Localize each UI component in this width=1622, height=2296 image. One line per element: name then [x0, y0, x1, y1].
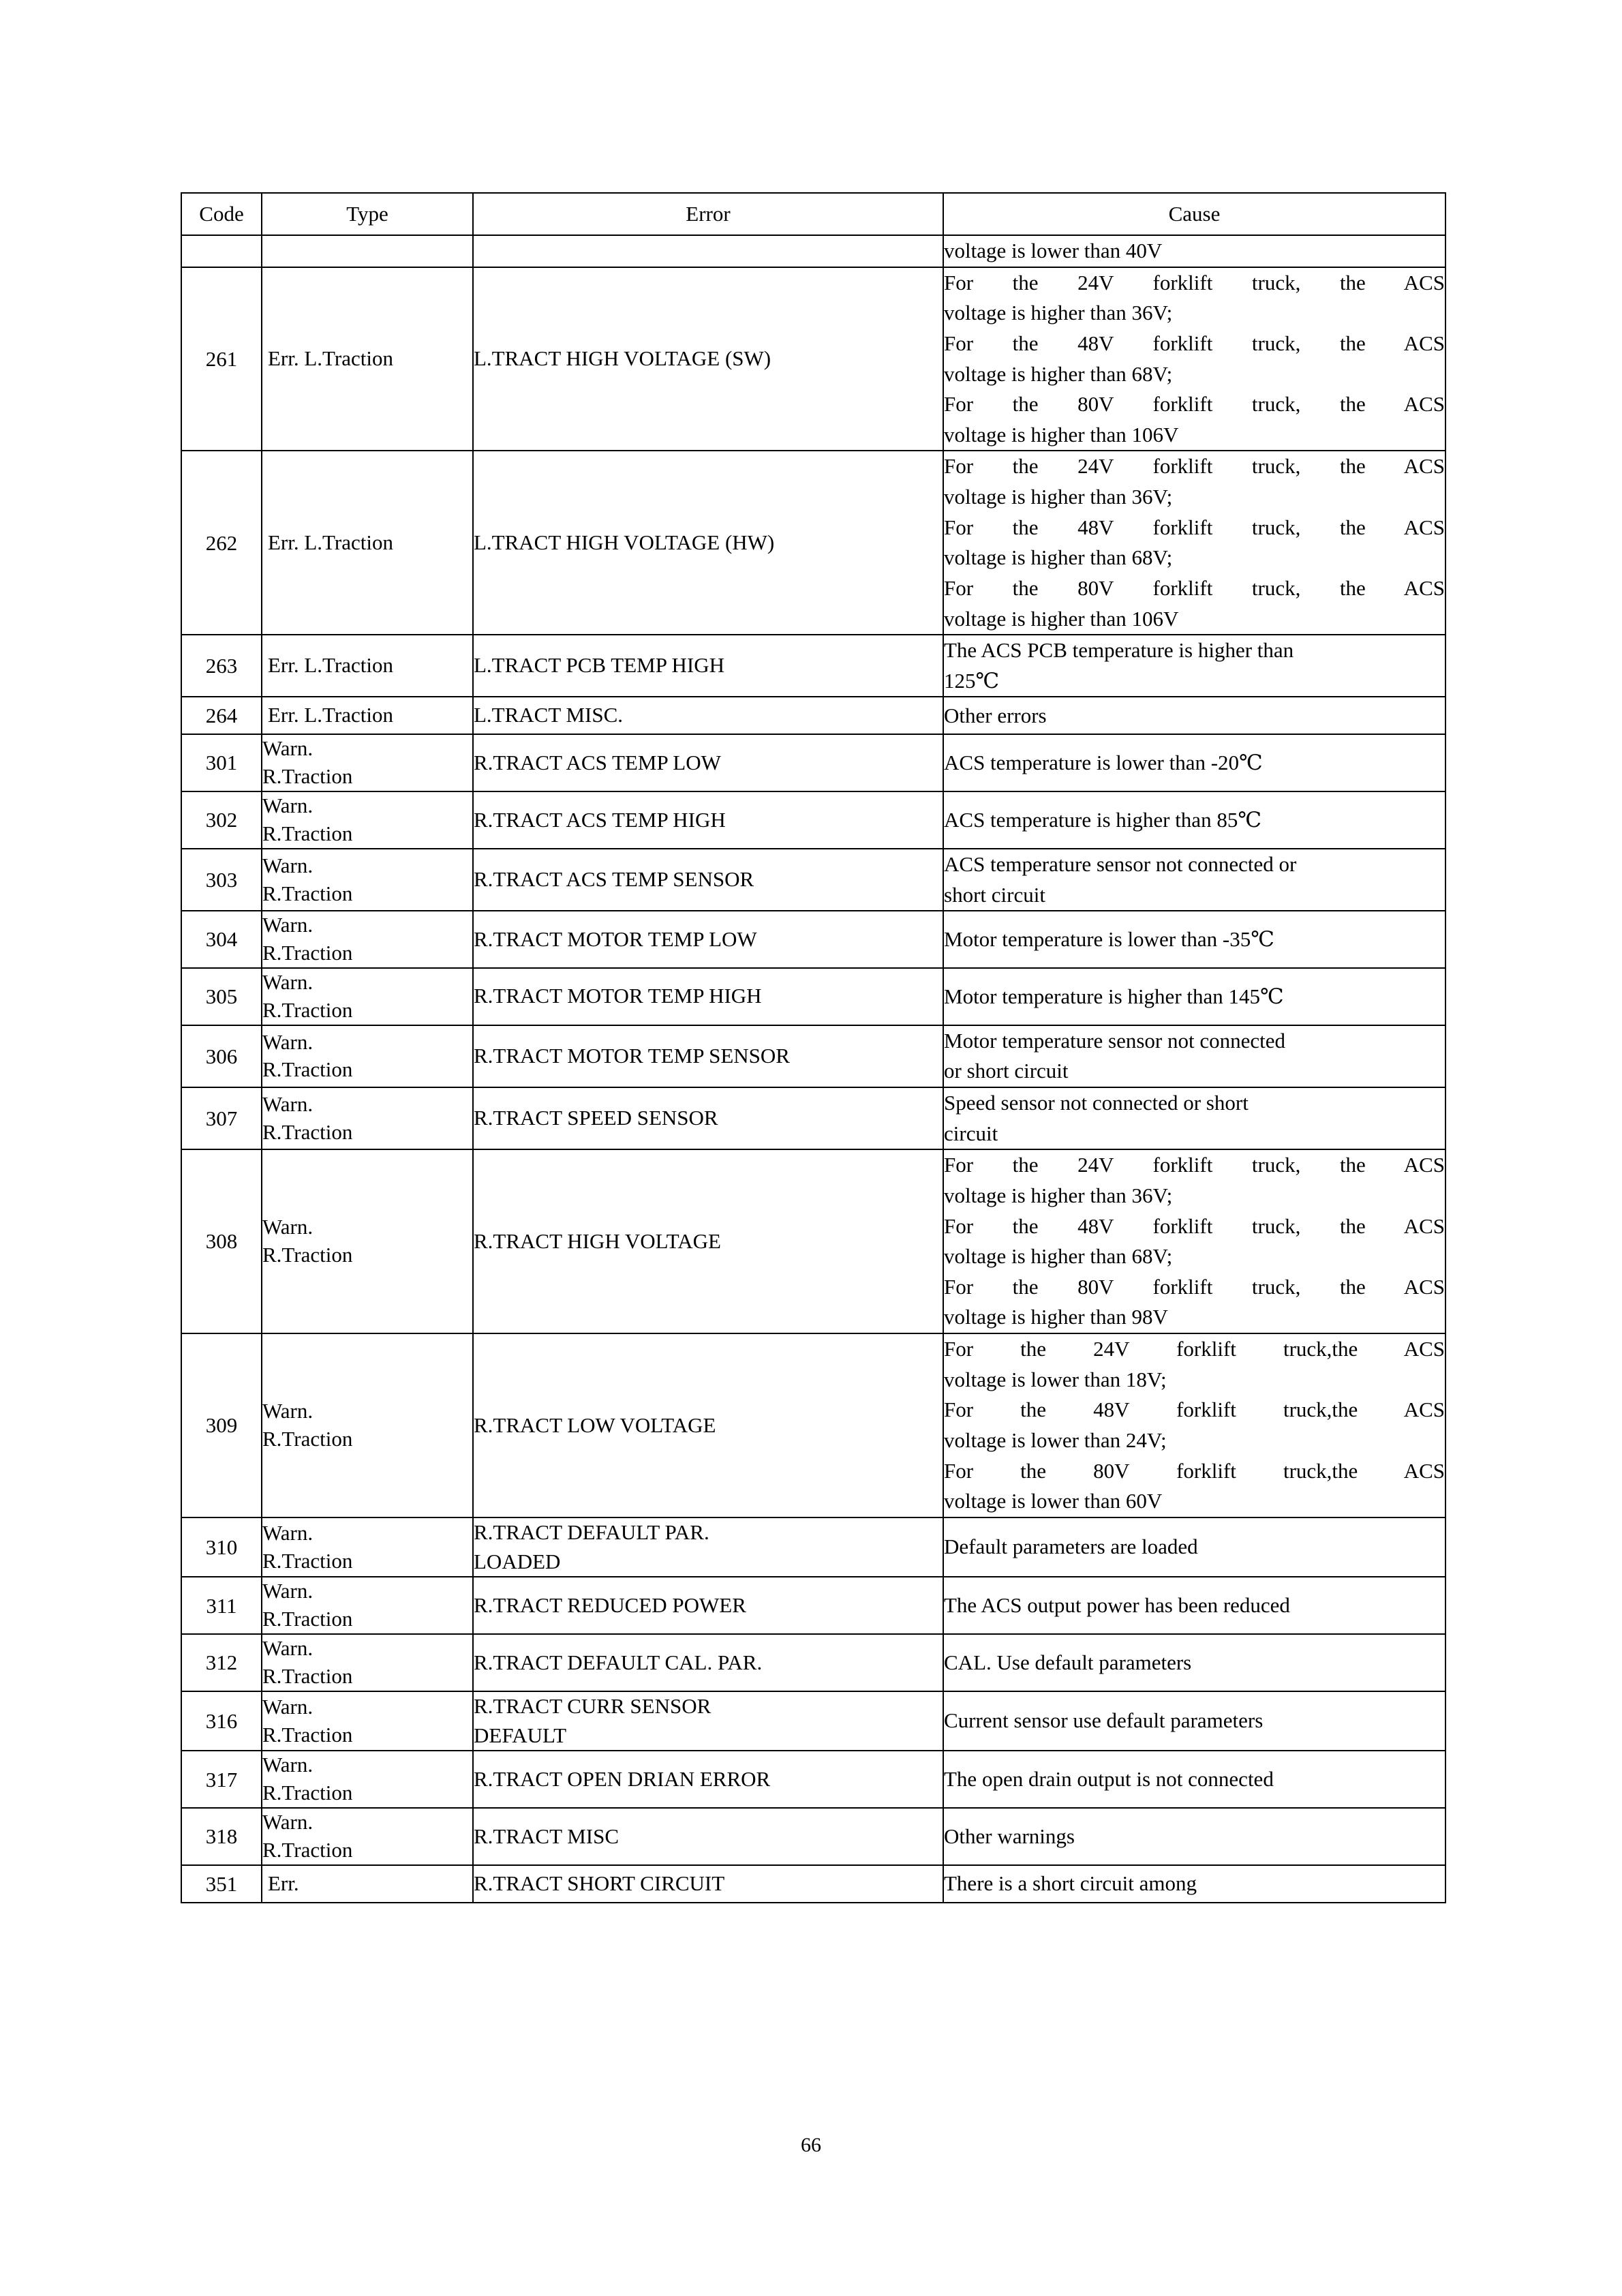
cell-type-line: R.Traction	[262, 1426, 353, 1451]
cell-type-line: Warn.	[262, 1091, 313, 1116]
cell-type-line: Warn.	[262, 969, 313, 994]
cell-code: 311	[181, 1577, 262, 1634]
cell-cause	[943, 235, 1445, 267]
cell-cause-line: The open drain output is not connected	[944, 1767, 1274, 1792]
cell-code: 304	[181, 911, 262, 968]
cell-error-line: R.TRACT MOTOR TEMP SENSOR	[474, 1044, 790, 1068]
cell-cause-line: For the 80V forklift truck, the ACS	[944, 1274, 1445, 1299]
cell-type	[262, 734, 473, 791]
cell-error	[473, 697, 943, 734]
cell-error	[473, 235, 943, 267]
error-code-table-container	[181, 192, 1445, 1903]
cell-type	[262, 849, 473, 911]
cell-error	[473, 267, 943, 451]
cell-error	[473, 1025, 943, 1087]
cell-error-line: R.TRACT SPEED SENSOR	[474, 1106, 718, 1130]
cell-cause	[943, 1808, 1445, 1865]
table-row	[181, 1149, 1445, 1333]
cell-type-line: R.Traction	[262, 1781, 353, 1805]
cell-type-line: Err.	[268, 1871, 299, 1896]
cell-type-line: Warn.	[262, 913, 313, 937]
cell-error-line: R.TRACT LOW VOLTAGE	[474, 1413, 716, 1437]
cell-error-line: R.TRACT CURR SENSOR	[474, 1693, 711, 1718]
cell-cause-line: voltage is lower than 18V;	[944, 1367, 1167, 1391]
cell-error	[473, 968, 943, 1025]
cell-cause	[943, 968, 1445, 1025]
cell-type	[262, 235, 473, 267]
cell-code: 309	[181, 1333, 262, 1517]
cell-cause-line: voltage is higher than 68V;	[944, 545, 1173, 570]
cell-cause-line: voltage is higher than 98V	[944, 1305, 1168, 1329]
cell-cause-line: voltage is lower than 60V	[944, 1489, 1163, 1513]
cell-code: 261	[181, 267, 262, 451]
cell-error-line: R.TRACT ACS TEMP HIGH	[474, 807, 726, 832]
cell-code: 305	[181, 968, 262, 1025]
cell-code: 316	[181, 1691, 262, 1751]
cell-cause-line: voltage is higher than 68V;	[944, 1244, 1173, 1269]
table-row	[181, 1577, 1445, 1634]
cell-code: 308	[181, 1149, 262, 1333]
cell-error	[473, 1333, 943, 1517]
table-row	[181, 1865, 1445, 1903]
cell-error-line: R.TRACT ACS TEMP LOW	[474, 750, 721, 774]
cell-cause	[943, 1149, 1445, 1333]
cell-type-line: Err. L.Traction	[268, 703, 393, 727]
cell-cause	[943, 1634, 1445, 1691]
cell-cause	[943, 1333, 1445, 1517]
cell-code: 317	[181, 1751, 262, 1808]
table-row	[181, 734, 1445, 791]
cell-cause-line: For the 80V forklift truck,the ACS	[944, 1458, 1445, 1483]
cell-error	[473, 1865, 943, 1903]
cell-cause-line: Current sensor use default parameters	[944, 1708, 1264, 1733]
cell-cause-line: circuit	[944, 1121, 998, 1145]
cell-code: 351	[181, 1865, 262, 1903]
table-row	[181, 235, 1445, 267]
page-number: 66	[801, 2134, 821, 2156]
cell-cause	[943, 1751, 1445, 1808]
cell-error	[473, 1634, 943, 1691]
cell-cause-line: CAL. Use default parameters	[944, 1650, 1192, 1674]
cell-type-line: R.Traction	[262, 764, 353, 789]
cell-error-line: R.TRACT MISC	[474, 1824, 619, 1848]
cell-error	[473, 1517, 943, 1577]
cell-type-line: R.Traction	[262, 1548, 353, 1573]
cell-error	[473, 451, 943, 635]
cell-type-line: Warn.	[262, 853, 313, 877]
cell-cause	[943, 635, 1445, 697]
cell-error-line: LOADED	[474, 1549, 561, 1573]
cell-type	[262, 267, 473, 451]
table-row	[181, 1808, 1445, 1865]
cell-type	[262, 1691, 473, 1751]
table-row	[181, 1087, 1445, 1149]
cell-error-line: R.TRACT SHORT CIRCUIT	[474, 1871, 725, 1896]
cell-cause-line: short circuit	[944, 882, 1045, 907]
cell-error-line: R.TRACT OPEN DRIAN ERROR	[474, 1766, 771, 1791]
cell-type-line: R.Traction	[262, 881, 353, 905]
cell-cause-line: For the 24V forklift truck,the ACS	[944, 1337, 1445, 1361]
cell-type	[262, 1634, 473, 1691]
cell-code: 312	[181, 1634, 262, 1691]
cell-type-line: Warn.	[262, 1753, 313, 1777]
cell-error-line: R.TRACT REDUCED POWER	[474, 1592, 746, 1617]
cell-error-line: R.TRACT ACS TEMP SENSOR	[474, 867, 754, 892]
cell-code: 303	[181, 849, 262, 911]
table-row	[181, 911, 1445, 968]
cell-cause-line: Other warnings	[944, 1824, 1075, 1848]
cell-code: 301	[181, 734, 262, 791]
cell-type-line: R.Traction	[262, 997, 353, 1022]
cell-type	[262, 1087, 473, 1149]
table-row	[181, 1751, 1445, 1808]
table-row	[181, 968, 1445, 1025]
table-row	[181, 791, 1445, 849]
cell-cause	[943, 1517, 1445, 1577]
cell-type-line: Warn.	[262, 1636, 313, 1661]
table-row	[181, 267, 1445, 451]
cell-code: 310	[181, 1517, 262, 1577]
cell-code: 306	[181, 1025, 262, 1087]
cell-type	[262, 911, 473, 968]
cell-error	[473, 911, 943, 968]
cell-error	[473, 1087, 943, 1149]
cell-error-line: R.TRACT DEFAULT CAL. PAR.	[474, 1650, 763, 1674]
cell-type-line: R.Traction	[262, 1607, 353, 1631]
cell-cause-line: There is a short circuit among	[944, 1871, 1197, 1896]
cell-cause-line: The ACS output power has been reduced	[944, 1592, 1290, 1617]
cell-cause-line: Motor temperature is higher than 145℃	[944, 984, 1284, 1008]
cell-type-line: Err. L.Traction	[268, 346, 393, 371]
cell-error	[473, 1691, 943, 1751]
cell-type	[262, 1333, 473, 1517]
cell-cause-line: For the 80V forklift truck, the ACS	[944, 575, 1445, 600]
cell-type-line: Warn.	[262, 1579, 313, 1603]
cell-type-line: R.Traction	[262, 1664, 353, 1689]
cell-type	[262, 1577, 473, 1634]
table-row	[181, 697, 1445, 734]
table-row	[181, 451, 1445, 635]
cell-cause	[943, 849, 1445, 911]
cell-code: 318	[181, 1808, 262, 1865]
cell-code: 264	[181, 697, 262, 734]
cell-type-line: Warn.	[262, 1520, 313, 1545]
cell-type	[262, 968, 473, 1025]
cell-cause-line: or short circuit	[944, 1059, 1069, 1083]
cell-type-line: Err. L.Traction	[268, 653, 393, 678]
cell-type-line: R.Traction	[262, 821, 353, 845]
cell-cause-line: Speed sensor not connected or short	[944, 1091, 1249, 1115]
cell-cause	[943, 267, 1445, 451]
cell-type-line: R.Traction	[262, 941, 353, 965]
column-header-cause: Cause	[943, 193, 1445, 235]
cell-cause-line: voltage is higher than 106V	[944, 606, 1179, 631]
cell-cause	[943, 697, 1445, 734]
column-header-code: Code	[181, 193, 262, 235]
cell-type	[262, 791, 473, 849]
cell-cause-line: ACS temperature sensor not connected or	[944, 851, 1297, 876]
cell-error-line: R.TRACT HIGH VOLTAGE	[474, 1228, 721, 1253]
cell-code: 302	[181, 791, 262, 849]
cell-cause-line: Default parameters are loaded	[944, 1535, 1198, 1559]
table-row	[181, 1634, 1445, 1691]
cell-cause	[943, 734, 1445, 791]
cell-cause-line: voltage is higher than 36V;	[944, 1183, 1173, 1207]
cell-cause	[943, 1577, 1445, 1634]
cell-type-line: R.Traction	[262, 1838, 353, 1862]
cell-cause-line: For the 48V forklift truck, the ACS	[944, 1213, 1445, 1238]
cell-type	[262, 1149, 473, 1333]
cell-cause-line: voltage is lower than 40V	[944, 239, 1163, 262]
cell-cause-line: ACS temperature is higher than 85℃	[944, 807, 1261, 832]
cell-code: 307	[181, 1087, 262, 1149]
cell-error	[473, 635, 943, 697]
cell-error-line: R.TRACT MOTOR TEMP LOW	[474, 926, 757, 951]
cell-error	[473, 1149, 943, 1333]
cell-type	[262, 1865, 473, 1903]
cell-cause-line: voltage is lower than 24V;	[944, 1428, 1167, 1452]
cell-type-line: R.Traction	[262, 1119, 353, 1144]
table-row	[181, 1691, 1445, 1751]
cell-cause-line: voltage is higher than 68V;	[944, 361, 1173, 386]
cell-cause-line: For the 48V forklift truck, the ACS	[944, 331, 1445, 355]
cell-cause-line: The ACS PCB temperature is higher than	[944, 638, 1294, 663]
cell-error-line: L.TRACT HIGH VOLTAGE (SW)	[474, 346, 771, 371]
cell-cause	[943, 791, 1445, 849]
table-row	[181, 1517, 1445, 1577]
cell-type-line: Warn.	[262, 794, 313, 818]
table-body	[181, 235, 1445, 1903]
cell-cause-line: For the 24V forklift truck, the ACS	[944, 454, 1445, 479]
table-header-row	[181, 193, 1445, 235]
cell-error-line: L.TRACT HIGH VOLTAGE (HW)	[474, 530, 775, 554]
cell-cause-line: voltage is higher than 106V	[944, 422, 1179, 447]
cell-cause	[943, 1087, 1445, 1149]
cell-cause-line: Other errors	[944, 703, 1047, 727]
cell-error-line: R.TRACT MOTOR TEMP HIGH	[474, 984, 762, 1008]
cell-cause-line: Motor temperature is lower than -35℃	[944, 926, 1274, 951]
cell-cause-line: ACS temperature is lower than -20℃	[944, 750, 1263, 774]
cell-error-line: R.TRACT DEFAULT PAR.	[474, 1520, 709, 1544]
error-code-table	[181, 192, 1446, 1903]
cell-code: 263	[181, 635, 262, 697]
cell-error	[473, 1808, 943, 1865]
cell-type-line: R.Traction	[262, 1057, 353, 1082]
cell-type	[262, 1025, 473, 1087]
cell-cause-line: For the 80V forklift truck, the ACS	[944, 392, 1445, 417]
table-row	[181, 635, 1445, 697]
cell-cause-line: For the 24V forklift truck, the ACS	[944, 270, 1445, 294]
cell-cause	[943, 911, 1445, 968]
cell-type	[262, 1751, 473, 1808]
cell-error-line: L.TRACT MISC.	[474, 703, 624, 727]
cell-code	[181, 235, 262, 267]
cell-cause-line: Motor temperature sensor not connected	[944, 1028, 1285, 1053]
cell-cause-line: For the 48V forklift truck,the ACS	[944, 1398, 1445, 1422]
cell-type-line: Warn.	[262, 1029, 313, 1054]
cell-type-line: Warn.	[262, 1810, 313, 1834]
cell-error	[473, 791, 943, 849]
cell-type-line: Err. L.Traction	[268, 530, 393, 554]
cell-type-line: Warn.	[262, 1694, 313, 1719]
cell-error	[473, 1577, 943, 1634]
column-header-type: Type	[262, 193, 473, 235]
cell-error	[473, 734, 943, 791]
cell-type	[262, 1517, 473, 1577]
cell-error-line: L.TRACT PCB TEMP HIGH	[474, 653, 725, 678]
cell-cause-line: For the 24V forklift truck, the ACS	[944, 1153, 1445, 1177]
table-row	[181, 1333, 1445, 1517]
cell-code: 262	[181, 451, 262, 635]
cell-cause-line: voltage is higher than 36V;	[944, 301, 1173, 325]
cell-cause-line: 125℃	[944, 668, 1000, 693]
cell-cause	[943, 1865, 1445, 1903]
cell-type-line: Warn.	[262, 1399, 313, 1423]
cell-type	[262, 635, 473, 697]
cell-type-line: Warn.	[262, 1215, 313, 1239]
cell-type-line: Warn.	[262, 736, 313, 761]
cell-cause-line: For the 48V forklift truck, the ACS	[944, 515, 1445, 539]
table-row	[181, 1025, 1445, 1087]
table-header	[181, 193, 1445, 235]
cell-error	[473, 849, 943, 911]
cell-type-line: R.Traction	[262, 1722, 353, 1747]
cell-type	[262, 697, 473, 734]
cell-type-line: R.Traction	[262, 1243, 353, 1267]
cell-type	[262, 1808, 473, 1865]
cell-cause	[943, 1691, 1445, 1751]
cell-cause	[943, 1025, 1445, 1087]
table-row	[181, 849, 1445, 911]
column-header-error: Error	[473, 193, 943, 235]
cell-type	[262, 451, 473, 635]
cell-cause	[943, 451, 1445, 635]
cell-cause-line: voltage is higher than 36V;	[944, 485, 1173, 509]
cell-error-line: DEFAULT	[474, 1723, 567, 1747]
cell-error	[473, 1751, 943, 1808]
